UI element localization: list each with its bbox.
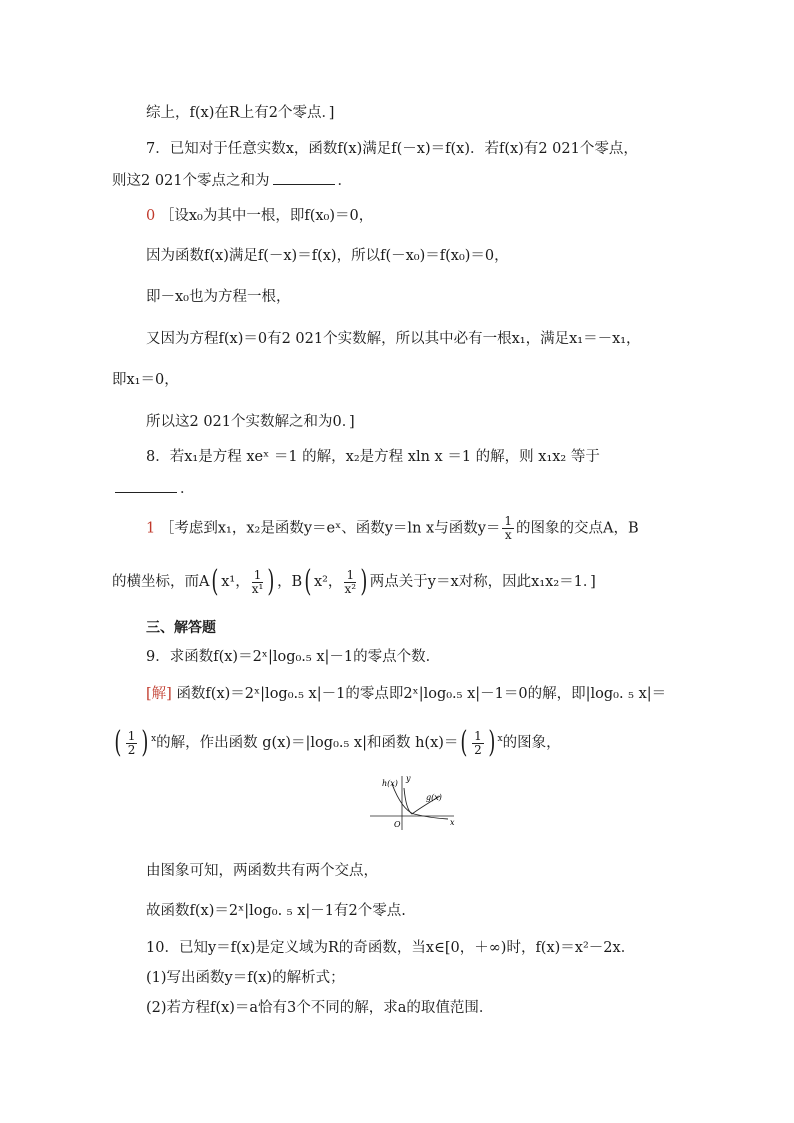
fraction — [502, 515, 514, 542]
fraction-numerator: 1 — [253, 567, 262, 582]
solution-9-line-4: 故函数f(x)＝2ˣ|log₀. ₅ x|－1有2个零点. — [146, 903, 406, 919]
fraction-numerator: 1 — [346, 567, 355, 582]
answer-8-line-1 — [146, 515, 639, 542]
label-origin: O — [394, 820, 401, 829]
solution-9-line-2 — [112, 725, 561, 760]
problem-7-cont — [112, 170, 352, 192]
period: ． — [180, 481, 195, 497]
label-h: h(x) — [382, 779, 398, 788]
fraction — [126, 730, 138, 757]
problem-7: 7．已知对于任意实数x，函数f(x)满足f(－x)＝f(x)．若f(x)有2 021个零点， — [146, 141, 638, 157]
fraction — [252, 569, 264, 596]
label-g: g(x) — [426, 793, 442, 802]
answer-text: ［设x₀为其中一根，即f(x₀)＝0， — [159, 208, 374, 224]
problem-7-text: 则这2 021个零点之和为 — [112, 173, 270, 189]
answer-blank — [115, 478, 177, 493]
solution-text: 的解，作出函数 g(x)＝|log₀.₅ x|和函数 h(x)＝ — [156, 735, 459, 751]
left-paren: ( — [114, 725, 122, 760]
line-1: 综上，f(x)在R上有2个零点．] — [146, 105, 335, 121]
fraction-denominator: x¹ — [251, 581, 264, 596]
answer-7-line-3: 即－x₀也为方程一根， — [146, 289, 291, 305]
left-paren: ( — [304, 564, 312, 599]
fraction — [344, 569, 356, 596]
right-paren: ) — [360, 564, 368, 599]
problem-10-part-2: (2)若方程f(x)＝a恰有3个不同的解，求a的取值范围． — [146, 1000, 494, 1016]
fraction-denominator: x² — [344, 581, 357, 596]
fraction-numerator: 1 — [127, 728, 136, 743]
right-paren: ) — [488, 725, 496, 760]
solution-text: 函数f(x)＝2ˣ|log₀.₅ x|－1的零点即2ˣ|log₀.₅ x|－1＝0的解，即|log₀. ₅ x|＝ — [176, 686, 667, 702]
problem-8: 8．若x₁是方程 xeˣ ＝1 的解，x₂是方程 xln x ＝1 的解，则 x₁x₂ 等于 — [146, 449, 600, 465]
left-paren: ( — [211, 564, 219, 599]
coordinate: x²， — [313, 574, 343, 590]
answer-7-line-1 — [146, 205, 373, 227]
answer-text: 两点关于y＝x对称，因此x₁x₂＝1．] — [369, 574, 596, 590]
exponent: x — [151, 734, 157, 745]
fraction — [472, 730, 484, 757]
exponent: x — [497, 734, 503, 745]
answer-7-line-5: 即x₁＝0， — [112, 372, 179, 388]
answer-7-line-2: 因为函数f(x)满足f(－x)＝f(x)，所以f(－x₀)＝f(x₀)＝0， — [146, 248, 509, 264]
answer-text: 的图象的交点A，B — [516, 520, 639, 537]
section-heading: 三、解答题 — [146, 620, 216, 636]
problem-8-cont — [112, 478, 195, 500]
solution-9-line-3: 由图象可知，两函数共有两个交点， — [146, 863, 378, 879]
solution-9-line-1 — [146, 683, 666, 705]
label-x: x — [450, 818, 455, 827]
answer-7-line-6: 所以这2 021个实数解之和为0．] — [146, 414, 355, 430]
period: ． — [337, 173, 353, 189]
right-paren: ) — [267, 564, 275, 599]
problem-9: 9．求函数f(x)＝2ˣ|log₀.₅ x|－1的零点个数． — [146, 649, 441, 665]
problem-10-part-1: (1)写出函数y＝f(x)的解析式； — [146, 970, 345, 986]
right-paren: ) — [141, 725, 149, 760]
coordinate: x¹， — [221, 574, 250, 590]
fraction-numerator: 1 — [474, 728, 482, 743]
answer-blank — [273, 170, 335, 185]
answer-text: ，B — [277, 574, 303, 590]
label-y: y — [406, 774, 411, 783]
answer-text: ［考虑到x₁，x₂是函数y＝eˣ、函数y＝ln x与函数y＝ — [159, 520, 501, 537]
function-graph — [368, 772, 460, 834]
fraction-numerator: 1 — [504, 514, 513, 528]
solution-label: [解] — [146, 686, 172, 702]
answer-8-line-2 — [112, 564, 596, 599]
answer-value: 1 — [146, 520, 156, 537]
answer-value: 0 — [146, 208, 156, 224]
fraction-denominator: x — [504, 528, 512, 542]
answer-7-line-4: 又因为方程f(x)＝0有2 021个实数解，所以其中必有一根x₁，满足x₁＝－x₁， — [146, 331, 641, 347]
solution-text: 的图象， — [502, 735, 561, 751]
fraction-denominator: 2 — [474, 742, 482, 757]
answer-text: 的横坐标，而A — [112, 574, 210, 590]
left-paren: ( — [460, 725, 468, 760]
fraction-denominator: 2 — [127, 742, 136, 757]
problem-10: 10．已知y＝f(x)是定义域为R的奇函数，当x∈[0，＋∞)时，f(x)＝x²－2x． — [146, 940, 636, 956]
